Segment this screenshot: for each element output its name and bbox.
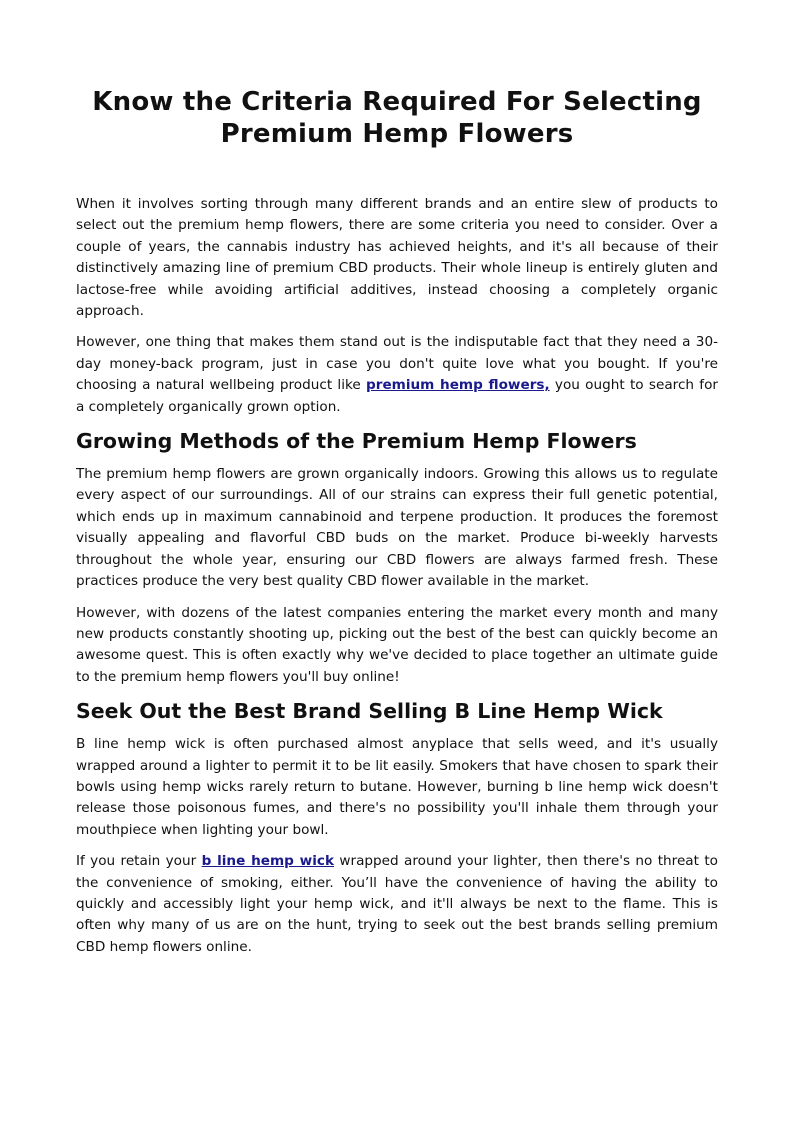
best-brand-heading: Seek Out the Best Brand Selling B Line Hemp Wick bbox=[76, 699, 663, 724]
premium-hemp-flowers-link[interactable]: premium hemp flowers, bbox=[366, 377, 550, 394]
intro-paragraph-2 bbox=[76, 332, 718, 418]
b-line-hemp-wick-link[interactable]: b line hemp wick bbox=[201, 853, 334, 870]
text: However, one thing that makes them stand out is the indisputable fact that they need a 30-day money-back program, just in case you don't quite love what you bought. If you're choosing a natural wellbeing product like bbox=[76, 334, 718, 394]
text: you ought to search for a completely organically grown option. bbox=[76, 377, 718, 415]
document-page bbox=[76, 86, 718, 968]
page-title: Know the Criteria Required For Selecting Premium Hemp Flowers bbox=[92, 87, 702, 149]
brand-paragraph-1: B line hemp wick is often purchased almost anyplace that sells weed, and it's usually wrapped around a lighter to permit it to be lit easily. Smokers that have chosen to spark their bowls using hemp wicks rarely return to butane. However, burning b line hemp wick doesn't release those poisonous fumes, and there's no possibility you'll inhale them through your mouthpiece when lighting your bowl. bbox=[76, 736, 718, 838]
text: If you retain your bbox=[76, 853, 202, 870]
text: wrapped around your lighter, then there's no threat to the convenience of smoking, either. You’ll have the convenience of having the ability to quickly and accessibly light your hemp wick, and it'll always be next to the flame. This is often why many of us are on the hunt, trying to seek out the best brands selling premium CBD hemp flowers online. bbox=[76, 853, 718, 955]
brand-paragraph-2 bbox=[76, 851, 718, 958]
growing-methods-heading: Growing Methods of the Premium Hemp Flowers bbox=[76, 429, 637, 454]
intro-paragraph-1: When it involves sorting through many different brands and an entire slew of products to select out the premium hemp flowers, there are some criteria you need to consider. Over a couple of years, the cannabis industry has achieved heights, and it's all because of their distinctively amazing line of premium CBD products. Their whole lineup is entirely gluten and lactose-free while avoiding artificial additives, instead choosing a completely organic approach. bbox=[76, 196, 718, 320]
growing-paragraph-2: However, with dozens of the latest companies entering the market every month and many new products constantly shooting up, picking out the best of the best can quickly become an awesome quest. This is often exactly why we've decided to place together an ultimate guide to the premium hemp flowers you'll buy online! bbox=[76, 604, 718, 685]
growing-paragraph-1: The premium hemp flowers are grown organically indoors. Growing this allows us to regulate every aspect of our surroundings. All of our strains can express their full genetic potential, which ends up in maximum cannabinoid and terpene production. It produces the foremost visually appealing and flavorful CBD buds on the market. Produce bi-weekly harvests throughout the whole year, ensuring our CBD flowers are always farmed fresh. These practices produce the very best quality CBD flower available in the market. bbox=[76, 466, 718, 590]
